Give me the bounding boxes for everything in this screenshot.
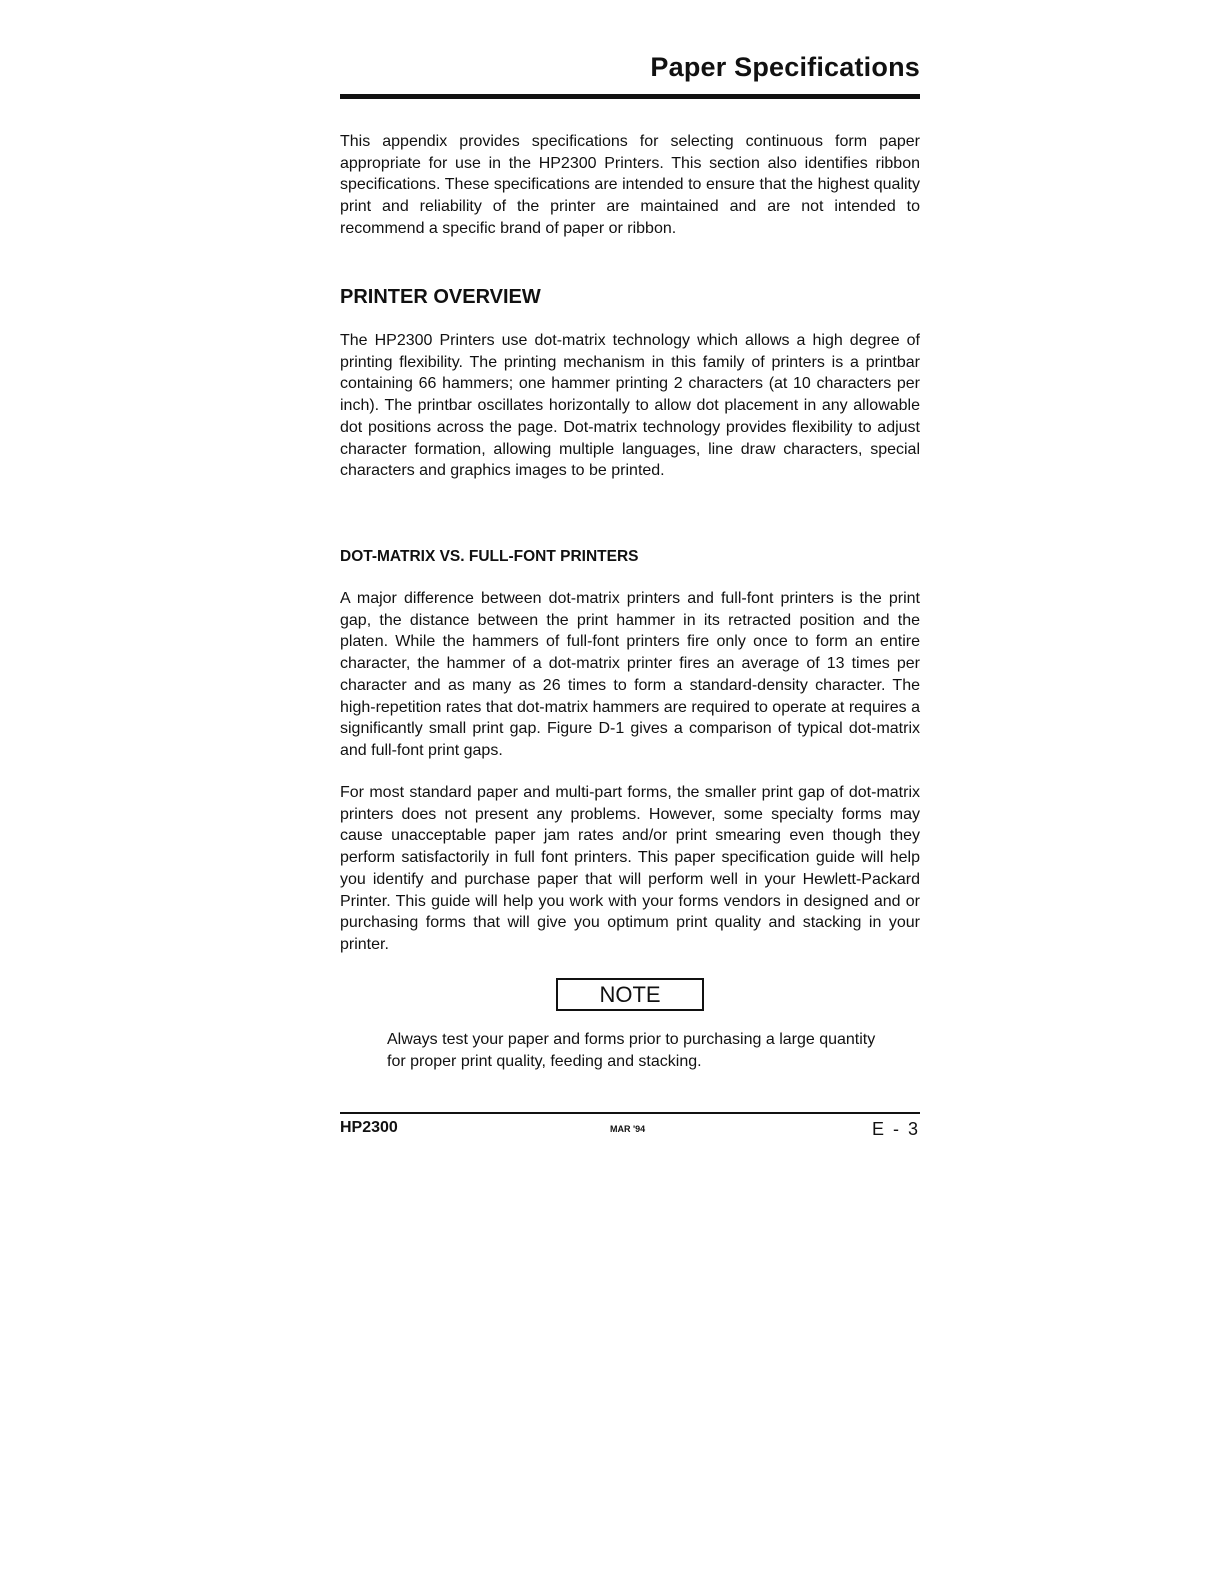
note-text: Always test your paper and forms prior to purchasing a large quantity for proper print quality, feeding and stacking. bbox=[387, 1031, 876, 1070]
footer-model: HP2300 bbox=[340, 1119, 398, 1136]
subsection-heading-dot-matrix-vs-full-font: DOT-MATRIX VS. FULL-FONT PRINTERS bbox=[340, 548, 639, 565]
page-title: Paper Specifications bbox=[650, 52, 920, 82]
section-heading-printer-overview: PRINTER OVERVIEW bbox=[340, 286, 541, 308]
intro-paragraph: This appendix provides specifications for selecting continuous form paper appropriate for use in the HP2300 Printers. This section also identifies ribbon specifications. These specifications are intended to ensure that the highest quality print and reliability of the printer are maintained and are not intended to recommend a specific brand of paper or ribbon. bbox=[340, 133, 920, 237]
overview-paragraph: The HP2300 Printers use dot-matrix technology which allows a high degree of printing flexibility. The printing mechanism in this family of printers is a printbar containing 66 hammers; one hammer printing 2 characters (at 10 characters per inch). The printbar oscillates horizontally to allow dot placement in any allowable dot positions across the page. Dot-matrix technology provides flexibility to adjust character formation, allowing multiple languages, line draw characters, special characters and graphics images to be printed. bbox=[340, 332, 920, 480]
comparison-paragraph-2: For most standard paper and multi-part forms, the smaller print gap of dot-matrix printers does not present any problems. However, some specialty forms may cause unacceptable paper jam rates and/or print smearing even though they perform satisfactorily in full font printers. This paper specification guide will help you identify and purchase paper that will perform well in your Hewlett-Packard Printer. This guide will help you work with your forms vendors in designed and or purchasing forms that will give you optimum print quality and stacking in your printer. bbox=[340, 784, 920, 953]
footer-rule bbox=[340, 1112, 920, 1114]
title-rule bbox=[340, 94, 920, 99]
footer-page-number: E - 3 bbox=[871, 1119, 920, 1139]
note-label-box: NOTE bbox=[556, 978, 704, 1011]
comparison-paragraph-1: A major difference between dot-matrix printers and full-font printers is the print gap, the distance between the print hammer in its retracted position and the platen. While the hammers of full-font printers fire only once to form an entire character, the hammer of a dot-matrix printer fires an average of 13 times per character and as many as 26 times to form a standard-density character. The high-repetition rates that dot-matrix hammers are required to operate at requires a significantly small print gap. Figure D-1 gives a comparison of typical dot-matrix and full-font print gaps. bbox=[340, 590, 920, 759]
footer-date: MAR '94 bbox=[610, 1124, 646, 1134]
